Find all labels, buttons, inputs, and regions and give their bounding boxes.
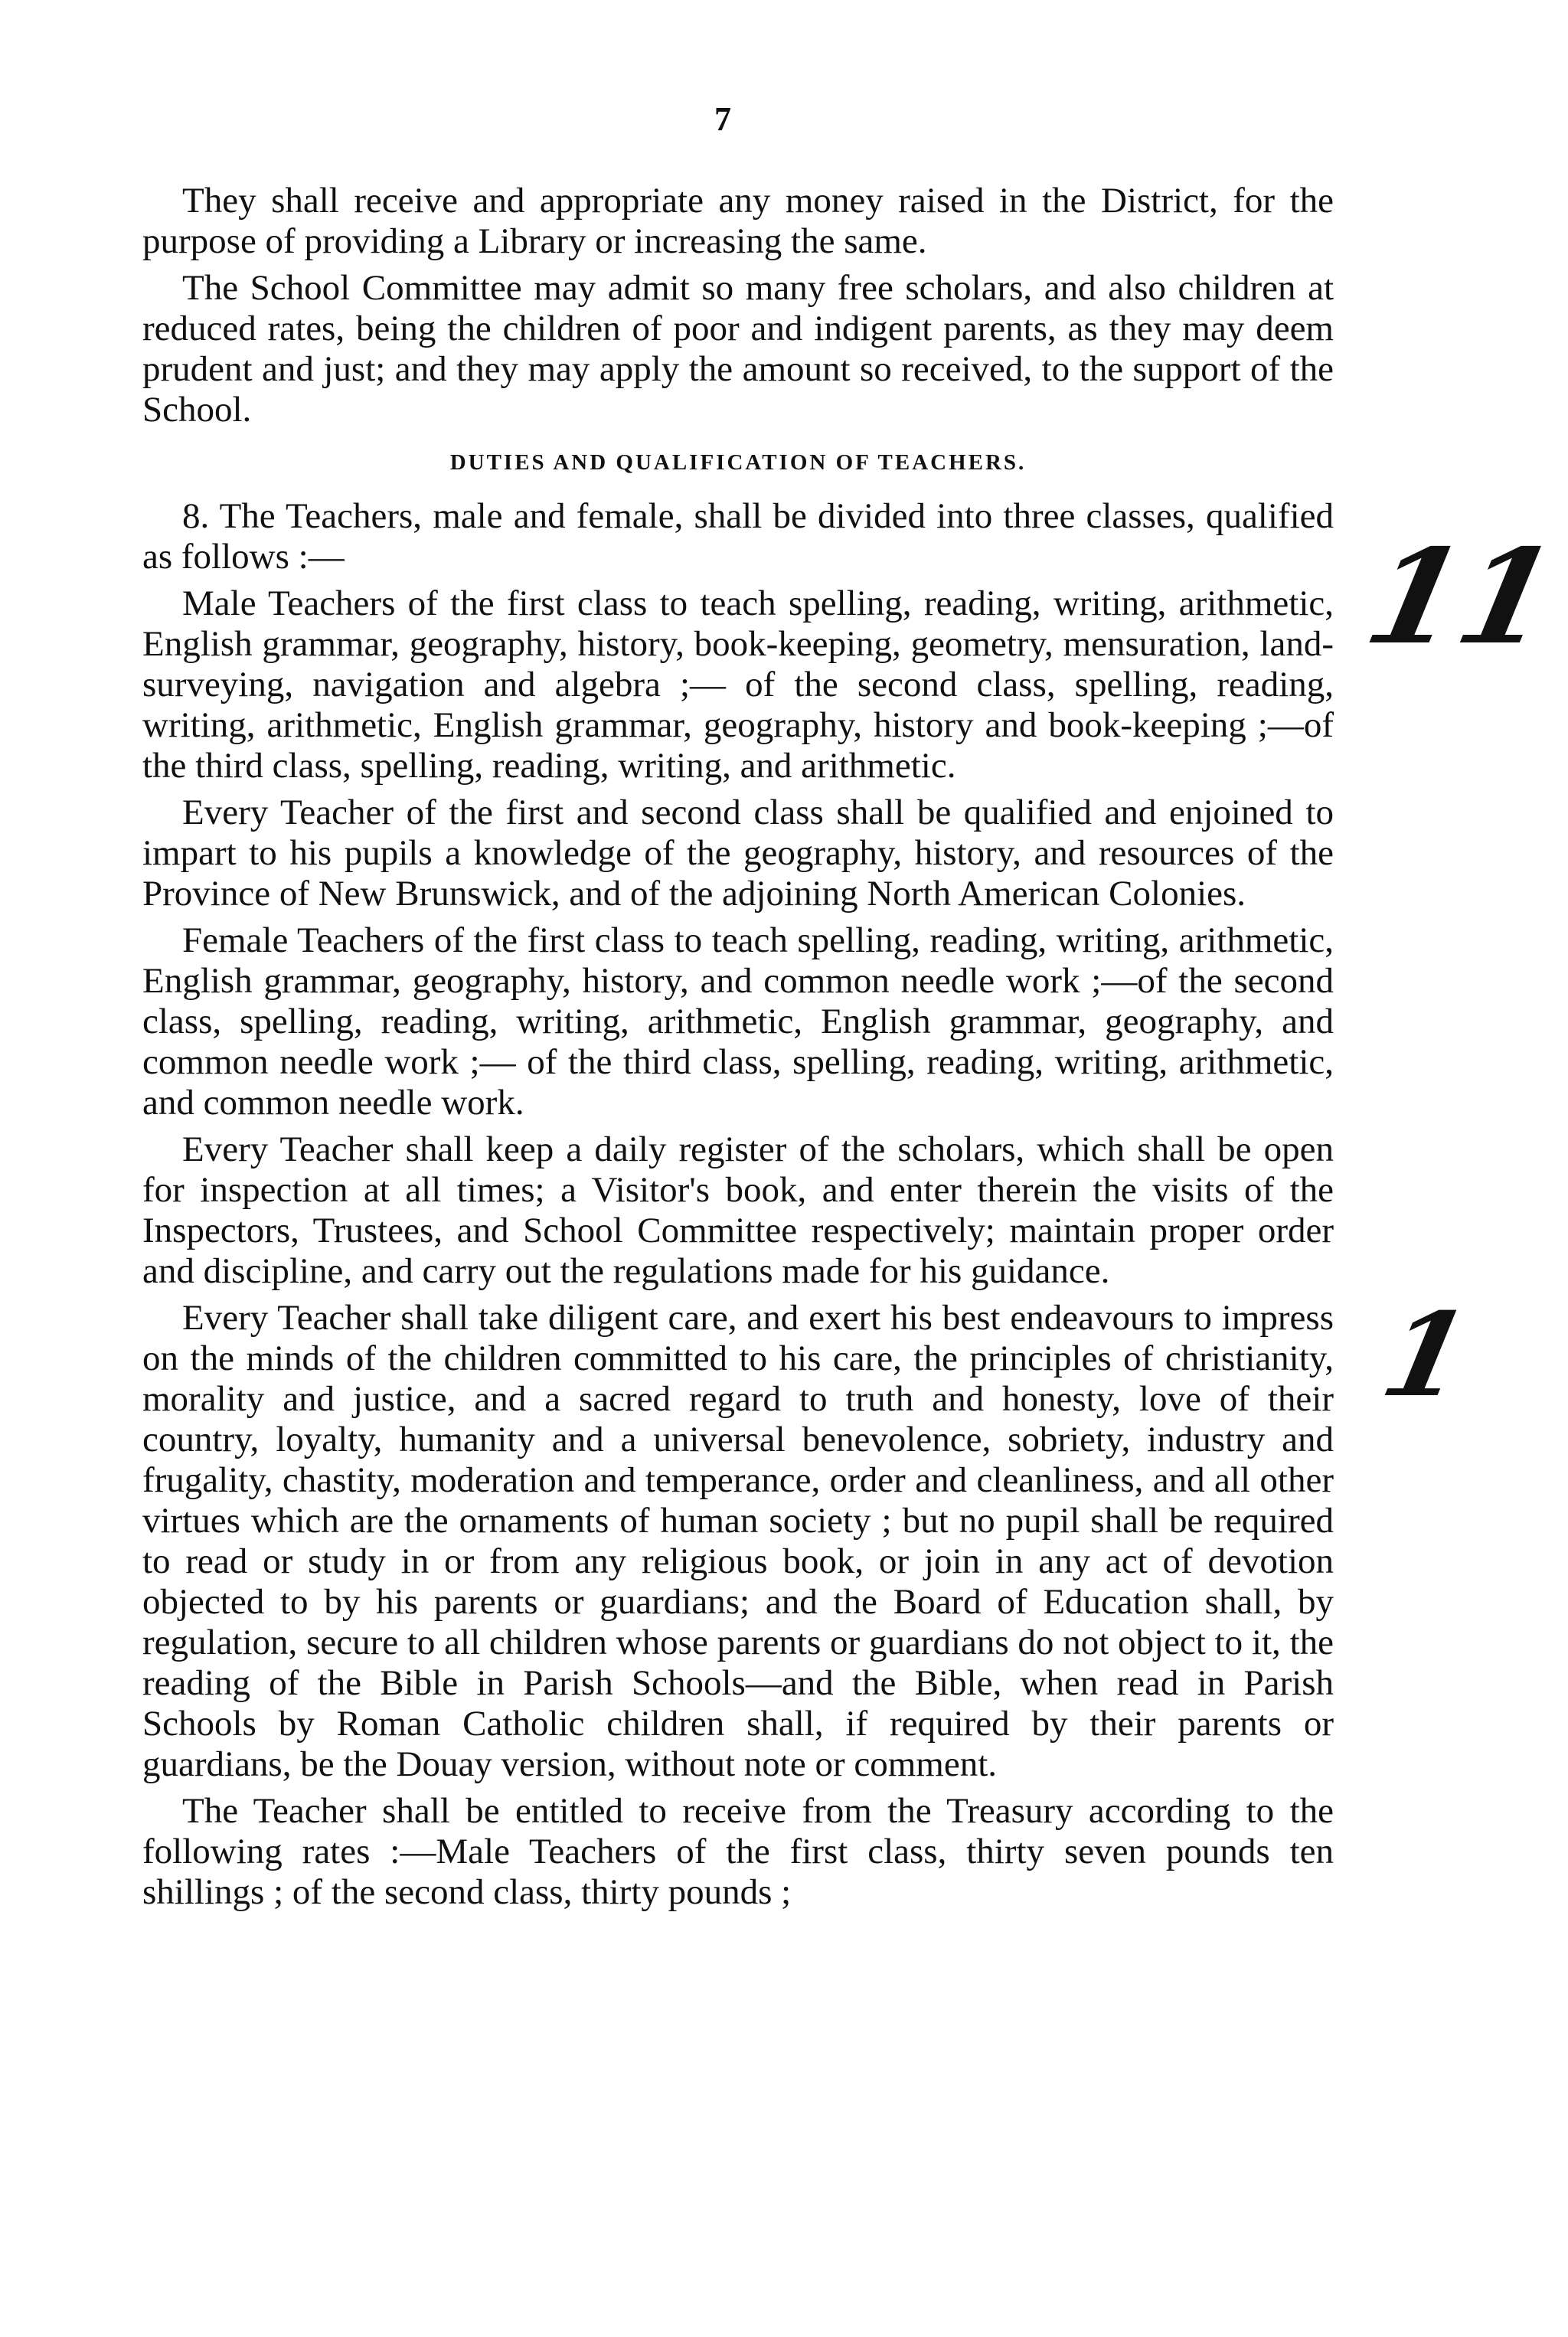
section-heading: DUTIES AND QUALIFICATION OF TEACHERS. [449, 450, 1027, 475]
paragraph: They shall receive and appropriate any money raised in the District, for the purpose of providing a Library or increasing the same. [142, 181, 1334, 261]
paragraph: Male Teachers of the first class to teach spelling, reading, writing, arithmetic, English grammar, geography, history, book-keeping, geometry, mensuration, land-surveying, navigation and algebra ;— of the second class, spelling, reading, writing, arithmetic, English grammar, geography, history and book-keeping ;—of the third class, spelling, reading, writing, and arithmetic. [142, 583, 1334, 786]
paragraph: Every Teacher shall keep a daily register of the scholars, which shall be open for inspection at all times; a Visitor's book, and enter therein the visits of the Inspectors, Trustees, and School Committee respectively; maintain proper order and discipline, and carry out the regulations made for his guidance. [142, 1129, 1334, 1291]
paragraph: The Teacher shall be entitled to receive from the Treasury according to the following rates :—Male Teachers of the first class, thirty seven pounds ten shillings ; of the second class, thirty pounds ; [142, 1791, 1334, 1912]
paragraph: Every Teacher shall take diligent care, and exert his best endeavours to impress on the minds of the children committed to his care, the principles of christianity, morality and justice, and a sacred regard to truth and honesty, love of their country, loyalty, humanity and a universal benevolence, sobriety, industry and frugality, chastity, moderation and temperance, order and cleanliness, and all other virtues which are the ornaments of human society ; but no pupil shall be required to read or study in or from any religious book, or join in any act of devotion objected to by his parents or guardians; and the Board of Education shall, by regulation, secure to all children whose parents or guardians do not object to it, the reading of the Bible in Parish Schools—and the Bible, when read in Parish Schools by Roman Catholic children shall, if required by their parents or guardians, be the Douay version, without note or comment. [142, 1298, 1334, 1784]
paragraph: Every Teacher of the first and second class shall be qualified and enjoined to impart to his pupils a knowledge of the geography, history, and resources of the Province of New Brunswick, and of the adjoining North American Colonies. [142, 793, 1334, 914]
paragraph: The School Committee may admit so many free scholars, and also children at reduced rates, being the children of poor and indigent parents, as they may deem prudent and just; and they may apply the amount so received, to the support of the School. [142, 268, 1334, 430]
handwritten-margin-mark-upper: 11 [1354, 521, 1568, 674]
paragraph: 8. The Teachers, male and female, shall be divided into three classes, qualified as follows :— [142, 496, 1334, 577]
page-text [142, 181, 1334, 1919]
paragraph: Female Teachers of the first class to teach spelling, reading, writing, arithmetic, English grammar, geography, history, and common needle work ;—of the second class, spelling, reading, writing, arithmetic, English grammar, geography, and common needle work ;— of the third class, spelling, reading, writing, arithmetic, and common needle work. [142, 920, 1334, 1123]
page-number: 7 [714, 100, 731, 138]
handwritten-margin-mark-lower: 1 [1371, 1288, 1481, 1423]
